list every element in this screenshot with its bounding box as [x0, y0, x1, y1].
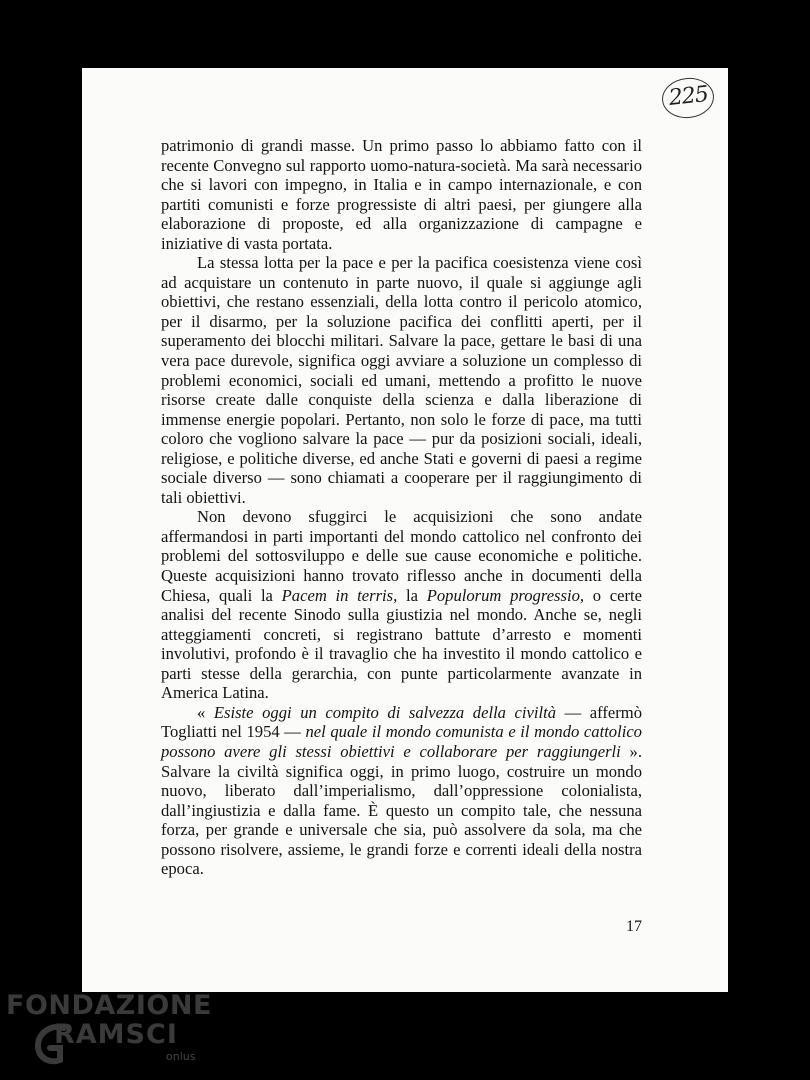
document-page	[82, 68, 728, 992]
paragraph-4-text-b: — affermò Togliatti nel 1954 —	[161, 702, 643, 742]
title-pacem-in-terris: Pacem in terris,	[281, 585, 398, 605]
quote-part-1: Esiste oggi un compito di salvezza della civiltà	[213, 702, 557, 722]
body-text	[161, 136, 642, 879]
title-populorum-progressio: Populorum progressio,	[426, 585, 585, 605]
paragraph-3-text-a: Non devono sfuggirci le acquisizioni che sono andate affermandosi in parti importanti del mondo cattolico nel confronto dei problemi del sottosviluppo e delle sue cause economiche e politiche. Queste acquisizioni hanno trovato riflesso anche in documenti della Chiesa, quali la	[161, 507, 642, 605]
paragraph-4-text-a: «	[197, 702, 214, 722]
quote-part-2: nel quale il mondo comunista e il mondo cattolico possono avere gli stessi obiettivi e collaborare per raggiungerli	[161, 722, 642, 761]
logo-line-2: RAMSCI	[54, 1019, 178, 1050]
paragraph-1	[161, 136, 642, 253]
paragraph-1-text: patrimonio di grandi masse. Un primo passo lo abbiamo fatto con il recente Convegno sul rapporto uomo-natura-società. Ma sarà necessario che si lavori con impegno, in Italia e in campo internazionale, e con partiti comunisti e forze progressiste di altri paesi, per giungere alla elaborazione di proposte, ed alla organizzazione di campagne e iniziative di vasta portata.	[161, 136, 642, 253]
paragraph-3	[161, 507, 642, 702]
fondazione-gramsci-logo	[6, 990, 212, 1075]
archive-number: 225	[667, 81, 710, 111]
paragraph-2	[161, 253, 642, 507]
paragraph-4	[161, 703, 642, 879]
page-number: 17	[626, 918, 642, 935]
paragraph-3-text-c: o certe analisi del recente Sinodo sulla giustizia nel mondo. Anche se, negli atteggiamenti concreti, si registrano battute d’arresto e momenti involutivi, profondo è il travaglio che ha investito il mondo cattolico e parti stesse della gerarchia, con punte particolarmente avanzate in America Latina.	[161, 585, 643, 703]
logo-suffix: onlus	[166, 1050, 196, 1063]
archive-number-stamp	[660, 75, 716, 120]
logo-line-1: FONDAZIONE	[6, 990, 212, 1021]
paragraph-4-text-c: ». Salvare la civiltà significa oggi, in primo luogo, costruire un mondo nuovo, liberato dall’imperialismo, dall’oppressione colonialista, dall’ingiustizia e dalla fame. È questo un compito tale, che nessuna forza, per grande e universale che sia, può assolvere da sola, ma che possono risolvere, assieme, le grandi forze e correnti ideali della nostra epoca.	[161, 741, 642, 879]
paragraph-3-text-b: la	[397, 585, 427, 605]
paragraph-2-text: La stessa lotta per la pace e per la pacifica coesistenza viene così ad acquistare un contenuto in parte nuovo, il quale si aggiunge agli obiettivi, che restano essenziali, della lotta contro il pericolo atomico, per il disarmo, per la soluzione pacifica dei conflitti aperti, per il superamento dei blocchi militari. Salvare la pace, gettare le basi di una vera pace durevole, significa oggi avviare a soluzione un complesso di problemi economici, sociali ed umani, mettendo a profitto le nuove risorse create dalle conquiste della scienza e dalla liberazione di immense energie popolari. Pertanto, non solo le forze di pace, ma tutti coloro che vogliono salvare la pace — pur da posizioni sociali, ideali, religiose, e politiche diverse, ed anche Stati e governi di paesi a regime sociale diverso — sono chiamati a cooperare per il raggiungimento di tali obiettivi.	[161, 253, 642, 507]
